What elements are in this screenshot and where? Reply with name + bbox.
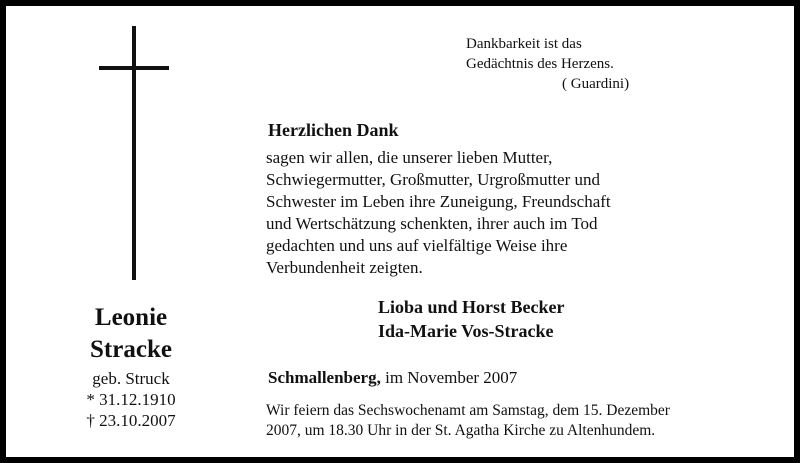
deceased-first-name: Leonie [94,304,168,331]
deceased-last-name: Stracke [90,336,172,363]
signers [378,295,565,343]
service-notice: Wir feiern das Sechswochenamt am Samstag, dem 15. Dezember 2007, um 18.30 Uhr in der St. Agatha Kirche zu Altenhundem. [266,402,670,439]
birth-date: * 31.12.1910 [86,390,176,409]
life-dates [46,368,216,431]
cross-icon-bar [99,66,169,70]
thanks-message: sagen wir allen, die unserer lieben Mutter, Schwiegermutter, Großmutter, Urgroßmutter und Schwester im Leben ihre Zuneigung, Freundschaft und Wertschätzung schenkten, ihrer auch im Tod gedachten und uns auf vielfältige Weise ihre Verbundenheit zeigten. [266,148,611,277]
thanks-heading: Herzlichen Dank [268,120,399,140]
date: im November 2007 [380,368,518,387]
place: Schmallenberg, [268,368,381,387]
signer-2: Ida-Marie Vos-Stracke [378,321,554,341]
quote-line-1: Dankbarkeit ist das [466,36,582,52]
place-date [268,368,517,388]
cross-icon [132,26,136,280]
quote-author: ( Guardini) [562,76,630,92]
obituary-card [6,6,794,457]
quote-block [466,34,629,94]
signer-1: Lioba und Horst Becker [378,297,565,317]
quote-line-2: Gedächtnis des Herzens. [466,56,614,72]
birth-name: geb. Struck [92,369,170,388]
death-date: † 23.10.2007 [86,411,176,430]
deceased-name [46,302,216,366]
